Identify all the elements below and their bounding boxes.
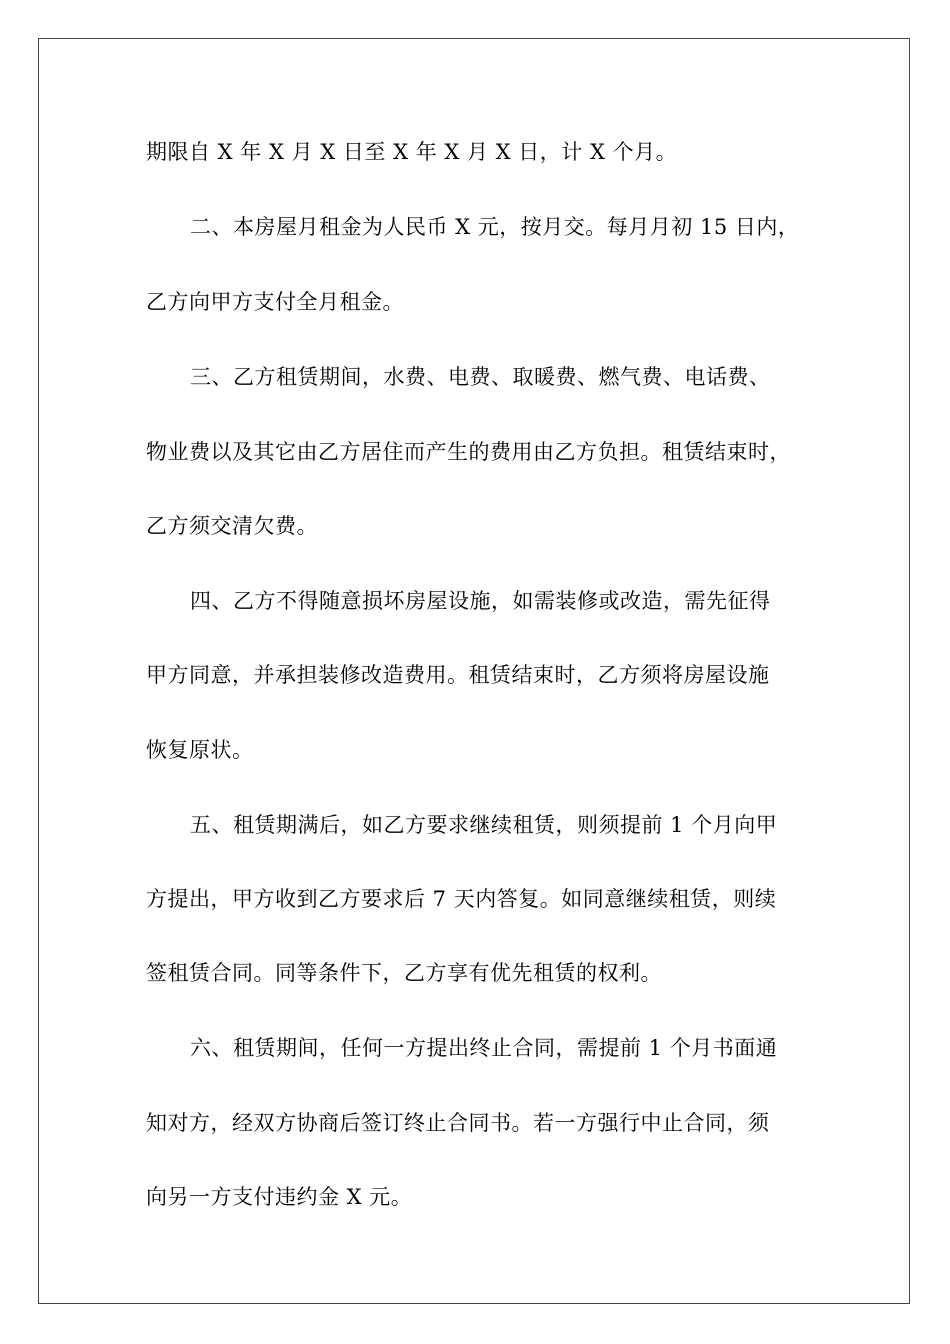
clause-4-line: 甲方同意，并承担装修改造费用。租赁结束时，乙方须将房屋设施 xyxy=(146,663,770,687)
clause-4-line: 恢复原状。 xyxy=(146,738,254,762)
clause-2-line: 二、本房屋月租金为人民币 X 元，按月交。每月月初 15 日内， xyxy=(190,215,800,239)
clause-6-line: 向另一方支付违约金 X 元。 xyxy=(146,1185,413,1209)
paragraph-line: 期限自 X 年 X 月 X 日至 X 年 X 月 X 日，计 X 个月。 xyxy=(146,140,678,164)
clause-5-line: 签租赁合同。同等条件下，乙方享有优先租赁的权利。 xyxy=(146,961,662,985)
clause-5-line: 方提出，甲方收到乙方要求后 7 天内答复。如同意继续租赁，则续 xyxy=(146,887,777,911)
clause-5-line: 五、租赁期满后，如乙方要求继续租赁，则须提前 1 个月向甲 xyxy=(190,813,778,837)
clause-4-line: 四、乙方不得随意损坏房屋设施，如需装修或改造，需先征得 xyxy=(190,589,771,613)
clause-3-line: 三、乙方租赁期间，水费、电费、取暖费、燃气费、电话费、 xyxy=(190,365,771,389)
clause-6-line: 知对方，经双方协商后签订终止合同书。若一方强行中止合同，须 xyxy=(146,1111,770,1135)
clause-6-line: 六、租赁期间，任何一方提出终止合同，需提前 1 个月书面通 xyxy=(190,1036,778,1060)
clause-3-line: 乙方须交清欠费。 xyxy=(146,514,318,538)
clause-2-line: 乙方向甲方支付全月租金。 xyxy=(146,290,404,314)
clause-3-line: 物业费以及其它由乙方居住而产生的费用由乙方负担。租赁结束时， xyxy=(146,440,791,464)
